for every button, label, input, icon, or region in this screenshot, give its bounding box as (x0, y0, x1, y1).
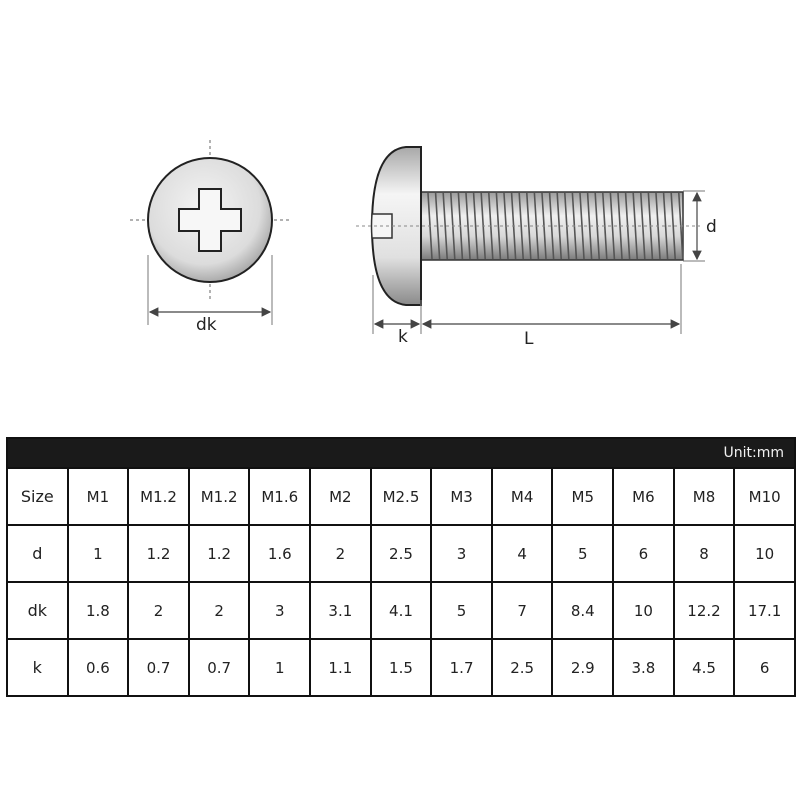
d-dimension-label: d (706, 217, 717, 237)
table-cell: M2.5 (371, 468, 432, 525)
table-cell: 1.5 (371, 639, 432, 696)
table-cell: 1.6 (249, 525, 310, 582)
table-cell: 4 (492, 525, 553, 582)
k-row (7, 639, 795, 696)
table-cell: M6 (613, 468, 674, 525)
table-cell: 2 (310, 525, 371, 582)
size-row (7, 468, 795, 525)
row-header: dk (7, 582, 68, 639)
table-cell: M5 (552, 468, 613, 525)
L-dimension-label: L (524, 329, 534, 349)
table-cell: M1.2 (128, 468, 189, 525)
table-cell: 5 (552, 525, 613, 582)
table-cell: 0.7 (128, 639, 189, 696)
table-cell: 10 (734, 525, 795, 582)
table-cell: 1 (68, 525, 129, 582)
table-cell: 8.4 (552, 582, 613, 639)
table-cell: 2 (128, 582, 189, 639)
table-cell: 4.5 (674, 639, 735, 696)
table-cell: 1.2 (128, 525, 189, 582)
table-cell: M8 (674, 468, 735, 525)
table-cell: M3 (431, 468, 492, 525)
table-cell: 6 (613, 525, 674, 582)
table-cell: 4.1 (371, 582, 432, 639)
row-header: k (7, 639, 68, 696)
table-cell: 2.5 (492, 639, 553, 696)
table-cell: 3.8 (613, 639, 674, 696)
table-cell: M2 (310, 468, 371, 525)
row-header: Size (7, 468, 68, 525)
row-header: d (7, 525, 68, 582)
table-cell: M1 (68, 468, 129, 525)
k-dimension-label: k (398, 327, 408, 347)
table-cell: M10 (734, 468, 795, 525)
table-cell: M1.6 (249, 468, 310, 525)
spec-table-body (7, 468, 795, 696)
dk-row (7, 582, 795, 639)
table-cell: 1 (249, 639, 310, 696)
d-row (7, 525, 795, 582)
table-cell: 10 (613, 582, 674, 639)
table-cell: M1.2 (189, 468, 250, 525)
table-cell: 0.6 (68, 639, 129, 696)
table-cell: 2 (189, 582, 250, 639)
spec-table (6, 437, 796, 697)
table-cell: 0.7 (189, 639, 250, 696)
table-cell: 8 (674, 525, 735, 582)
unit-label: Unit:mm (7, 438, 795, 468)
head-top-view (130, 140, 290, 335)
table-cell: 2.9 (552, 639, 613, 696)
table-cell: 7 (492, 582, 553, 639)
table-cell: 12.2 (674, 582, 735, 639)
table-cell: 3 (249, 582, 310, 639)
table-cell: 2.5 (371, 525, 432, 582)
table-cell: 3.1 (310, 582, 371, 639)
table-cell: M4 (492, 468, 553, 525)
table-cell: 6 (734, 639, 795, 696)
table-cell: 1.1 (310, 639, 371, 696)
table-cell: 1.8 (68, 582, 129, 639)
screw-side-view (356, 147, 717, 349)
table-cell: 17.1 (734, 582, 795, 639)
table-cell: 5 (431, 582, 492, 639)
table-cell: 1.7 (431, 639, 492, 696)
unit-row (7, 438, 795, 468)
table-cell: 1.2 (189, 525, 250, 582)
dk-dimension-label: dk (196, 315, 217, 335)
table-cell: 3 (431, 525, 492, 582)
